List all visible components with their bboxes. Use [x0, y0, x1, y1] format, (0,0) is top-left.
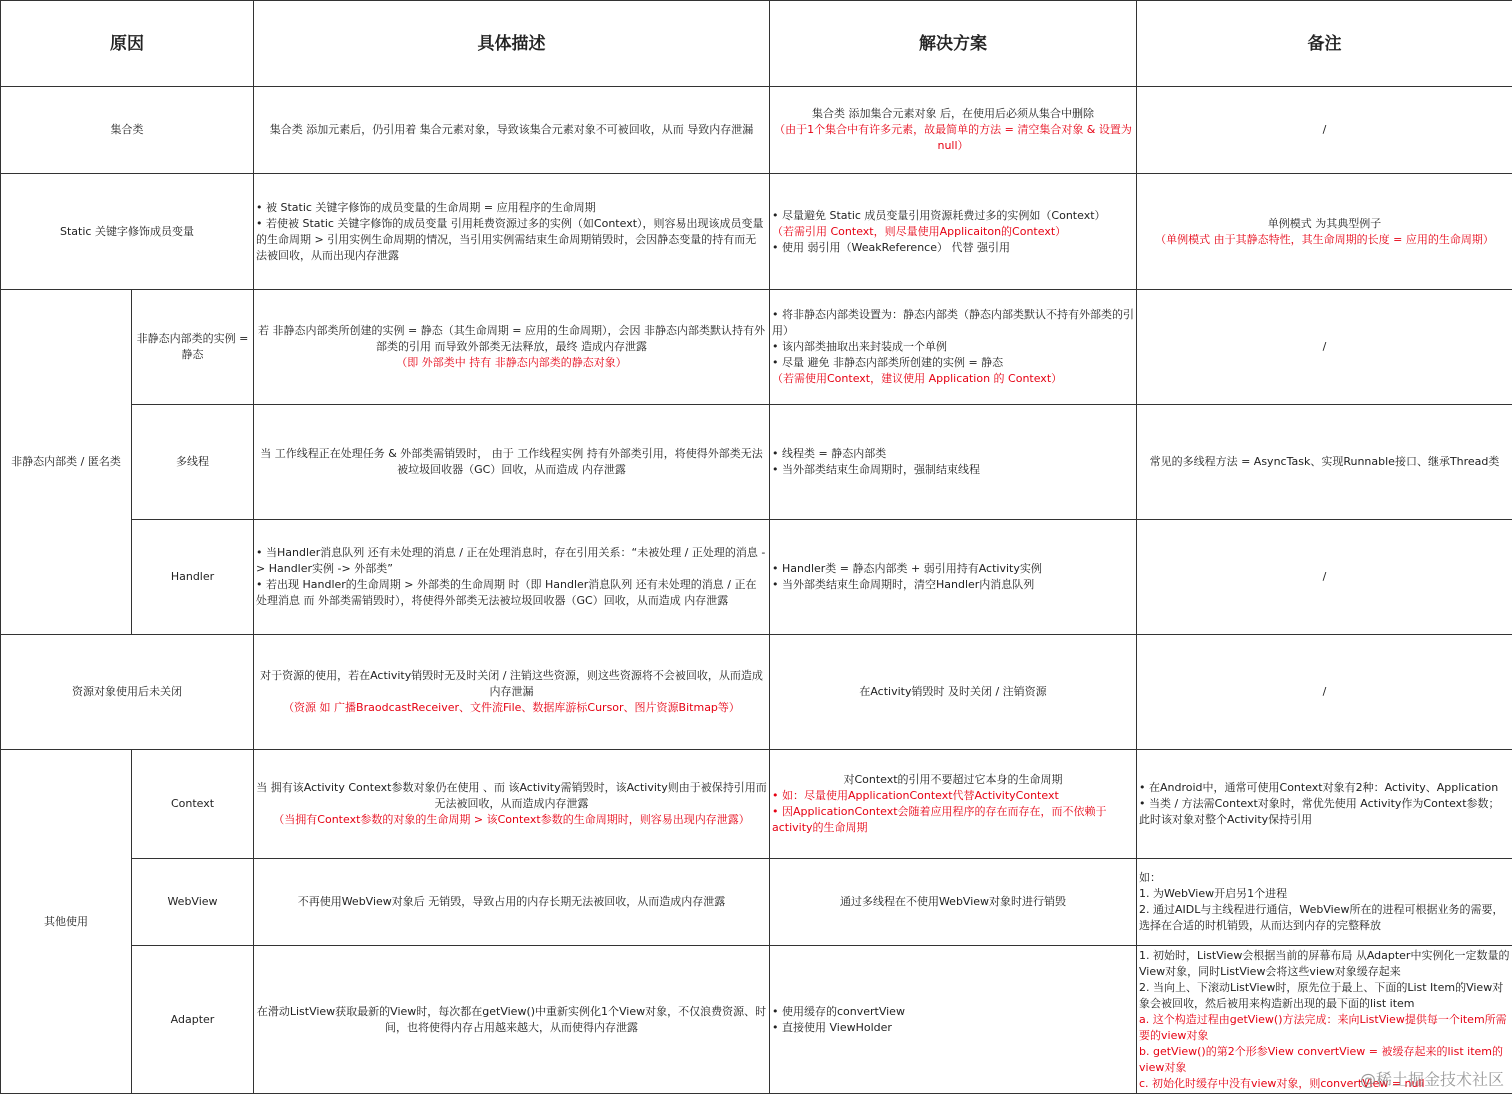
solution-cell	[770, 405, 1137, 520]
sub-cause-cell: Adapter	[132, 946, 254, 1094]
table-row	[1, 635, 1512, 750]
sub-cause-cell: 非静态内部类的实例 = 静态	[132, 290, 254, 405]
solution-line: • 将非静态内部类设置为：静态内部类（静态内部类默认不持有外部类的引用）	[772, 308, 1134, 337]
description-text: 若 非静态内部类所创建的实例 = 静态（其生命周期 = 应用的生命周期），会因 非静态内部类默认持有外部类的引用 而导致外部类无法释放，最终 造成内存泄露	[258, 324, 765, 353]
solution-text: 对Context的引用不要超过它本身的生命周期	[843, 773, 1063, 786]
description-cell	[254, 635, 770, 750]
description-cell	[254, 520, 770, 635]
solution-cell: 通过多线程在不使用WebView对象时进行销毁	[770, 859, 1137, 946]
watermark: @稀土掘金技术社区	[1359, 1070, 1504, 1089]
cause-cell: 资源对象使用后未关闭	[1, 635, 254, 750]
remark-note: b. getView()的第2个形参View convertView = 被缓存起来的list item的view对象	[1139, 1044, 1504, 1074]
remark-line: 1. 为WebView开启另1个进程	[1139, 887, 1288, 900]
solution-cell	[770, 87, 1137, 174]
solution-note: • 如：尽量使用ApplicationContext代替ActivityContext	[772, 789, 1059, 802]
remark-line: 2. 通过AIDL与主线程进行通信，WebView所在的进程可根据业务的需要，选择在合适的时机销毁，从而达到内存的完整释放	[1139, 903, 1504, 932]
description-cell	[254, 174, 770, 290]
table-row	[1, 290, 1512, 405]
description-cell: 当 工作线程正在处理任务 & 外部类需销毁时， 由于 工作线程实例 持有外部类引用，将使得外部类无法被垃圾回收器（GC）回收，从而造成 内存泄露	[254, 405, 770, 520]
remark-note: c. 初始化时缓存中没有view对象，则convertView = null	[1139, 1076, 1425, 1090]
cause-cell: 集合类	[1, 87, 254, 174]
sub-cause-cell: 多线程	[132, 405, 254, 520]
remark-cell	[1137, 174, 1512, 290]
solution-cell: 在Activity销毁时 及时关闭 / 注销资源	[770, 635, 1137, 750]
remark-cell: /	[1137, 635, 1512, 750]
remark-line: 如：	[1139, 871, 1161, 884]
solution-cell	[770, 750, 1137, 859]
sub-cause-cell: Handler	[132, 520, 254, 635]
remark-cell: /	[1137, 87, 1512, 174]
solution-cell	[770, 946, 1137, 1094]
remark-cell: /	[1137, 520, 1512, 635]
description-line: • 被 Static 关键字修饰的成员变量的生命周期 = 应用程序的生命周期	[256, 200, 596, 214]
description-note: （即 外部类中 持有 非静态内部类的静态对象）	[396, 356, 627, 369]
solution-line: • 使用 弱引用（WeakReference） 代替 强引用	[772, 240, 1010, 254]
solution-note: • 因ApplicationContext会随着应用程序的存在而存在，而不依赖于activity的生命周期	[772, 805, 1107, 834]
description-text: 对于资源的使用，若在Activity销毁时无及时关闭 / 注销这些资源，则这些资源将不会被回收，从而造成内存泄漏	[260, 669, 763, 698]
solution-note: （若需使用Context，建议使用 Application 的 Context）	[772, 372, 1063, 385]
solution-line: • 当外部类结束生命周期时，强制结束线程	[772, 463, 980, 476]
description-note: （当拥有Context参数的对象的生命周期 > 该Context参数的生命周期时，则容易出现内存泄露）	[273, 813, 750, 826]
solution-line: • Handler类 = 静态内部类 + 弱引用持有Activity实例	[772, 562, 1042, 575]
remark-text: 单例模式 为其典型例子	[1267, 216, 1382, 230]
header-cause: 原因	[1, 1, 254, 87]
remark-note: （单例模式 由于其静态特性，其生命周期的长度 = 应用的生命周期）	[1155, 232, 1494, 246]
table-row	[1, 87, 1512, 174]
description-cell: 在滑动ListView获取最新的View时，每次都在getView()中重新实例化1个View对象，不仅浪费资源、时间，也将使得内存占用越来越大，从而使得内存泄露	[254, 946, 770, 1094]
solution-cell	[770, 290, 1137, 405]
description-cell	[254, 750, 770, 859]
remark-cell: /	[1137, 290, 1512, 405]
remark-cell: 常见的多线程方法 = AsyncTask、实现Runnable接口、继承Thread类	[1137, 405, 1512, 520]
cause-cell: Static 关键字修饰成员变量	[1, 174, 254, 290]
description-line: • 当Handler消息队列 还有未处理的消息 / 正在处理消息时，存在引用关系：“未被处理 / 正处理的消息 -> Handler实例 -> 外部类”	[256, 546, 766, 575]
remark-line: • 在Android中，通常可使用Context对象有2种：Activity、Application	[1139, 781, 1499, 794]
group-cause-cell: 非静态内部类 / 匿名类	[1, 290, 132, 635]
table-row	[1, 750, 1512, 859]
remark-cell	[1137, 750, 1512, 859]
description-cell	[254, 290, 770, 405]
group-cause-cell: 其他使用	[1, 750, 132, 1094]
sub-cause-cell: Context	[132, 750, 254, 859]
remark-cell	[1137, 859, 1512, 946]
solution-line: • 线程类 = 静态内部类	[772, 447, 887, 460]
remark-line: • 当类 / 方法需Context对象时，常优先使用 Activity作为Context参数；此时该对象对整个Activity保持引用	[1139, 797, 1500, 826]
header-description: 具体描述	[254, 1, 770, 87]
header-solution: 解决方案	[770, 1, 1137, 87]
description-cell: 集合类 添加元素后，仍引用着 集合元素对象，导致该集合元素对象不可被回收，从而 导致内存泄漏	[254, 87, 770, 174]
solution-text: 集合类 添加集合元素对象 后，在使用后必须从集合中删除	[812, 107, 1094, 120]
table-row	[1, 859, 1512, 946]
solution-line: • 尽量避免 Static 成员变量引用资源耗费过多的实例如（Context）	[772, 208, 1106, 222]
solution-note: （若需引用 Context，则尽量使用Applicaiton的Context）	[772, 224, 1067, 238]
remark-line: 2. 当向上、下滚动ListView时，原先位于最上、下面的List Item的View对象会被回收，然后被用来构造新出现的最下面的list item	[1139, 980, 1504, 1010]
remark-line: 1. 初始时，ListView会根据当前的屏幕布局 从Adapter中实例化一定数量的 View对象，同时ListView会将这些view对象缓存起来	[1139, 948, 1510, 978]
solution-cell	[770, 174, 1137, 290]
solution-line: • 当外部类结束生命周期时，清空Handler内消息队列	[772, 578, 1035, 591]
header-remark: 备注	[1137, 1, 1512, 87]
table-row	[1, 174, 1512, 290]
table-row	[1, 405, 1512, 520]
solution-note: （由于1个集合中有许多元素，故最简单的方法 = 清空集合对象 & 设置为null）	[774, 123, 1132, 152]
sub-cause-cell: WebView	[132, 859, 254, 946]
table-row	[1, 946, 1512, 1094]
solution-cell	[770, 520, 1137, 635]
solution-line: • 使用缓存的convertView	[772, 1004, 905, 1018]
header-row	[1, 1, 1512, 87]
description-line: • 若出现 Handler的生命周期 > 外部类的生命周期 时（即 Handler消息队列 还有未处理的消息 / 正在处理消息 而 外部类需销毁时），将使得外部类无法被垃圾回收器（GC）回收，从而造成 内存泄露	[256, 578, 757, 607]
solution-line: • 该内部类抽取出来封装成一个单例	[772, 340, 947, 353]
solution-line: • 尽量 避免 非静态内部类所创建的实例 = 静态	[772, 356, 1004, 369]
remark-note: a. 这个构造过程由getView()方法完成：来向ListView提供每一个item所需要的view对象	[1139, 1012, 1507, 1042]
solution-line: • 直接使用 ViewHolder	[772, 1020, 892, 1034]
table-row	[1, 520, 1512, 635]
description-line: • 若使被 Static 关键字修饰的成员变量 引用耗费资源过多的实例（如Context），则容易出现该成员变量的生命周期 > 引用实例生命周期的情况，当引用实例需结束生命周期销毁时，会因静态变量的持有而无法被回收，从而出现内存泄露	[256, 216, 764, 262]
description-note: （资源 如 广播BraodcastReceiver、文件流File、数据库游标Cursor、图片资源Bitmap等）	[283, 701, 740, 714]
description-cell: 不再使用WebView对象后 无销毁，导致占用的内存长期无法被回收，从而造成内存泄露	[254, 859, 770, 946]
description-text: 当 拥有该Activity Context参数对象仍在使用 、而 该Activity需销毁时，该Activity则由于被保持引用而无法被回收，从而造成内存泄露	[256, 781, 767, 810]
